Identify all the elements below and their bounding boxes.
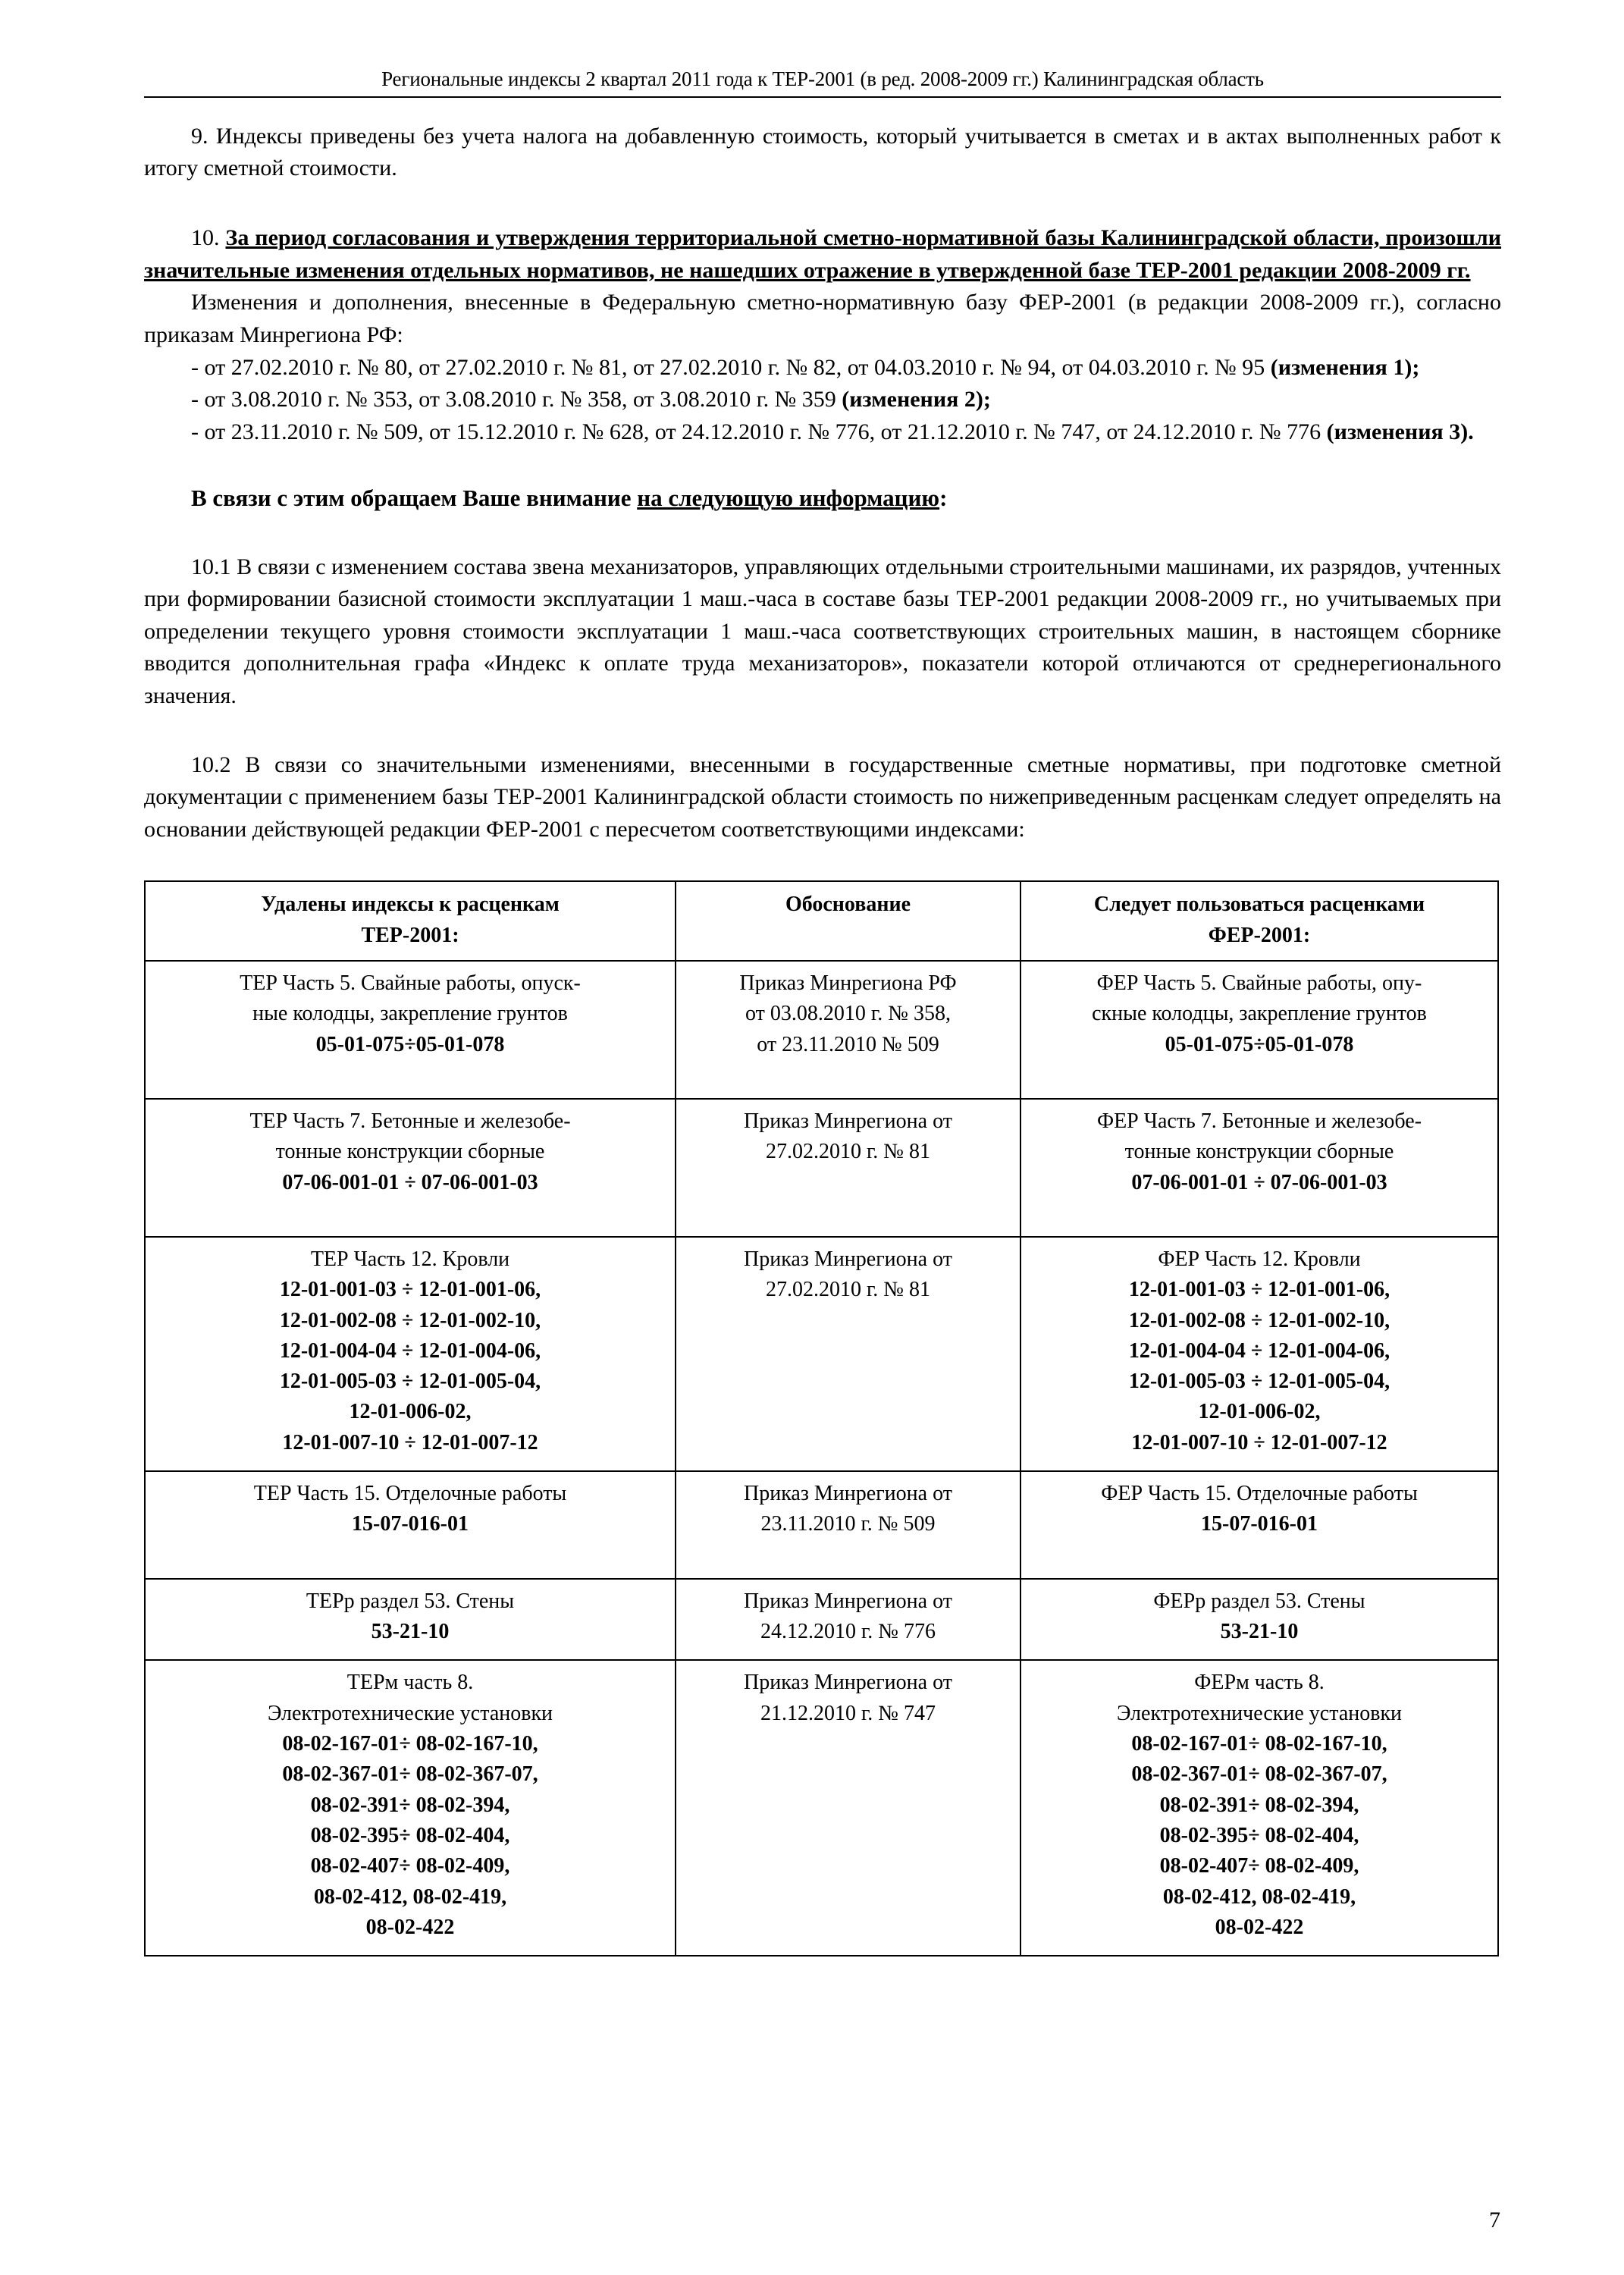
cell-removed-codes-code: 12-01-004-04 ÷ 12-01-004-06,: [279, 1338, 541, 1363]
cell-use-codes-code: 12-01-005-03 ÷ 12-01-005-04,: [1128, 1370, 1390, 1394]
cell-use-codes-code: 12-01-007-10 ÷ 12-01-007-12: [1131, 1430, 1387, 1454]
running-header: Региональные индексы 2 квартал 2011 года к ТЕР-2001 (в ред. 2008-2009 гг.) Калининградская область: [144, 67, 1501, 98]
cell-removed-codes-code: 08-02-391÷ 08-02-394,: [310, 1793, 510, 1817]
cell-removed-codes-line: тонные конструкции сборные: [275, 1140, 545, 1164]
table-row: [145, 1579, 1498, 1661]
cell-use-codes-code: 08-02-422: [1215, 1915, 1304, 1939]
cell-removed-codes-code: 12-01-006-02,: [349, 1400, 472, 1424]
cell-use-codes-code: 08-02-412, 08-02-419,: [1162, 1884, 1356, 1909]
cell-basis-line: Приказ Минрегиона от: [744, 1671, 952, 1695]
decree-list-item-3-tail: (изменения 3).: [1326, 419, 1474, 444]
table-row: [145, 961, 1498, 1099]
cell-removed-codes-line: ТЕРм часть 8.: [346, 1671, 474, 1695]
cell-use-codes: [1020, 1099, 1498, 1237]
cell-removed-codes: [145, 1660, 676, 1956]
cell-removed-codes: [145, 1471, 676, 1579]
cell-use-codes: [1020, 1660, 1498, 1956]
table-row: [145, 1471, 1498, 1579]
cell-use-codes-line: ФЕР Часть 15. Отделочные работы: [1101, 1482, 1418, 1506]
attention-heading-underlined: на следующую информацию: [637, 485, 940, 512]
attention-heading-plain: В связи с этим обращаем Ваше внимание: [191, 485, 638, 512]
cell-use-codes-code: 12-01-002-08 ÷ 12-01-002-10,: [1128, 1308, 1390, 1332]
cell-removed-codes-code: 12-01-002-08 ÷ 12-01-002-10,: [279, 1308, 541, 1332]
column-header-basis-line1: Обоснование: [785, 893, 911, 917]
cell-use-codes: [1020, 1579, 1498, 1661]
table-header-row: [145, 881, 1498, 961]
paragraph-10-underlined: За период согласования и утверждения территориальной сметно-нормативной базы Калининградской области, произошли значительные изменения отдельных нормативов, не нашедших отражение в утвержденной базе ТЕР-2001 редакции 2008-2009 гг.: [144, 224, 1502, 284]
paragraph-10-2: 10.2 В связи со значительными изменениями, внесенными в государственные сметные нормативы, при подготовке сметной документации с применением базы ТЕР-2001 Калининградской области стоимость по нижеприведенным расценкам следует определять на основании действующей редакции ФЕР-2001 с пересчетом соответствующими индексами:: [144, 752, 1501, 842]
cell-removed-codes-code: 53-21-10: [371, 1620, 450, 1644]
page-content: [144, 67, 1501, 1956]
column-header-use-line1: Следует пользоваться расценками: [1093, 893, 1425, 917]
cell-removed-codes-code: 12-01-005-03 ÷ 12-01-005-04,: [279, 1370, 541, 1394]
cell-removed-codes-code: 07-06-001-01 ÷ 07-06-001-03: [282, 1170, 538, 1194]
decree-list-item-2-tail: (изменения 2);: [842, 387, 991, 413]
cell-use-codes: [1020, 1471, 1498, 1579]
decree-list-item-1-tail: (изменения 1);: [1270, 354, 1420, 380]
cell-basis-line: Приказ Минрегиона от: [744, 1247, 952, 1271]
cell-use-codes-line: ФЕР Часть 7. Бетонные и железобе-: [1096, 1109, 1422, 1133]
cell-basis-line: 27.02.2010 г. № 81: [765, 1278, 931, 1302]
decree-list-item-1-text: - от 27.02.2010 г. № 80, от 27.02.2010 г. № 81, от 27.02.2010 г. № 82, от 04.03.2010 г. № 94, от 04.03.2010 г. № 95: [191, 354, 1271, 380]
cell-use-codes: [1020, 1237, 1498, 1471]
cell-basis: [676, 961, 1020, 1099]
decree-list-item-3: [144, 416, 1501, 449]
cell-use-codes-code: 08-02-407÷ 08-02-409,: [1159, 1854, 1359, 1878]
cell-spacer: [153, 1198, 667, 1224]
cell-basis-line: 27.02.2010 г. № 81: [765, 1140, 931, 1164]
cell-basis: [676, 1660, 1020, 1956]
cell-use-codes: [1020, 961, 1498, 1099]
cell-use-codes-code: 12-01-006-02,: [1198, 1400, 1321, 1424]
cell-removed-codes-line: ТЕР Часть 5. Свайные работы, опуск-: [240, 971, 581, 996]
cell-removed-codes-line: ТЕР Часть 15. Отделочные работы: [253, 1482, 567, 1506]
column-header-removed: [145, 881, 676, 961]
cell-removed-codes: [145, 1099, 676, 1237]
cell-use-codes-code: 08-02-167-01÷ 08-02-167-10,: [1131, 1731, 1387, 1756]
column-header-removed-line2: ТЕР-2001:: [361, 923, 459, 947]
cell-removed-codes-code: 15-07-016-01: [352, 1512, 469, 1536]
paragraph-10-1: 10.1 В связи с изменением состава звена механизаторов, управляющих отдельными строительными машинами, их разрядов, учтенных при формировании базисной стоимости эксплуатации 1 маш.-часа в составе базы ТЕР-2001 редакции 2008-2009 гг., но учитываемых при определении текущего уровня стоимости эксплуатации 1 маш.-часа соответствующих строительных машин, в настоящем сборнике вводится дополнительная графа «Индекс к оплате труда механизаторов», показатели которой отличаются от среднерегионального значения.: [144, 554, 1501, 709]
cell-basis-line: 21.12.2010 г. № 747: [760, 1701, 936, 1725]
paragraph-10-number: 10.: [191, 224, 220, 250]
paragraph-9: 9. Индексы приведены без учета налога на добавленную стоимость, который учитывается в сметах и в актах выполненных работ к итогу сметной стоимости.: [144, 123, 1501, 181]
cell-basis: [676, 1579, 1020, 1661]
column-header-use-line2: ФЕР-2001:: [1208, 923, 1311, 947]
cell-removed-codes-line: ТЕР Часть 12. Кровли: [310, 1247, 510, 1271]
cell-removed-codes-code: 08-02-422: [365, 1915, 455, 1939]
cell-use-codes-code: 53-21-10: [1220, 1620, 1299, 1644]
table-body: [145, 961, 1498, 1956]
cell-removed-codes-line: Электротехнические установки: [267, 1701, 553, 1725]
cell-removed-codes-code: 08-02-167-01÷ 08-02-167-10,: [282, 1731, 538, 1756]
cell-removed-codes-code: 08-02-395÷ 08-02-404,: [310, 1823, 510, 1847]
cell-use-codes-code: 15-07-016-01: [1201, 1512, 1318, 1536]
cell-removed-codes: [145, 961, 676, 1099]
cell-removed-codes-code: 08-02-412, 08-02-419,: [313, 1884, 507, 1909]
cell-removed-codes-code: 12-01-001-03 ÷ 12-01-001-06,: [279, 1278, 541, 1302]
cell-spacer: [153, 1060, 667, 1086]
cell-removed-codes-code: 08-02-367-01÷ 08-02-367-07,: [282, 1762, 538, 1787]
attention-heading: [144, 482, 1501, 514]
cell-basis-line: Приказ Минрегиона от: [744, 1482, 952, 1506]
cell-use-codes-code: 08-02-367-01÷ 08-02-367-07,: [1131, 1762, 1387, 1787]
cell-removed-codes-line: ТЕР Часть 7. Бетонные и железобе-: [249, 1109, 571, 1133]
cell-removed-codes-line: ТЕРр раздел 53. Стены: [306, 1589, 515, 1613]
decree-list-item-2: [144, 384, 1501, 416]
page-number: 7: [1489, 2208, 1500, 2233]
column-header-removed-line1: Удалены индексы к расценкам: [261, 893, 560, 917]
cell-basis-line: 24.12.2010 г. № 776: [760, 1620, 936, 1644]
cell-use-codes-line: тонные конструкции сборные: [1124, 1140, 1394, 1164]
cell-removed-codes-code: 05-01-075÷05-01-078: [315, 1032, 505, 1056]
decree-list-item-2-text: - от 3.08.2010 г. № 353, от 3.08.2010 г. № 358, от 3.08.2010 г. № 359: [191, 387, 842, 413]
cell-use-codes-line: скные колодцы, закрепление грунтов: [1092, 1002, 1427, 1026]
decree-list-item-1: [144, 352, 1501, 384]
cell-basis-line: Приказ Минрегиона от: [744, 1589, 952, 1613]
cell-removed-codes: [145, 1237, 676, 1471]
paragraph-10: [144, 221, 1501, 287]
cell-removed-codes: [145, 1579, 676, 1661]
cell-basis: [676, 1099, 1020, 1237]
cell-removed-codes-line: ные колодцы, закрепление грунтов: [252, 1002, 568, 1026]
cell-spacer: [153, 1540, 667, 1566]
attention-heading-colon: :: [939, 485, 948, 512]
cell-basis-line: 23.11.2010 г. № 509: [760, 1512, 936, 1536]
cell-use-codes-code: 12-01-001-03 ÷ 12-01-001-06,: [1128, 1278, 1390, 1302]
replacement-table: [144, 880, 1499, 1956]
cell-use-codes-code: 05-01-075÷05-01-078: [1165, 1032, 1354, 1056]
paragraph-10-rest: Изменения и дополнения, внесенные в Федеральную сметно-нормативную базу ФЕР-2001 (в редакции 2008-2009 гг.), согласно приказам Минрегиона РФ:: [144, 290, 1501, 347]
cell-use-codes-code: 07-06-001-01 ÷ 07-06-001-03: [1131, 1170, 1387, 1194]
cell-removed-codes-code: 12-01-007-10 ÷ 12-01-007-12: [282, 1430, 538, 1454]
cell-use-codes-code: 08-02-395÷ 08-02-404,: [1159, 1823, 1359, 1847]
column-header-use: [1020, 881, 1498, 961]
table-row: [145, 1237, 1498, 1471]
cell-use-codes-line: ФЕР Часть 12. Кровли: [1158, 1247, 1361, 1271]
cell-basis-line: от 23.11.2010 № 509: [757, 1032, 939, 1056]
cell-use-codes-line: ФЕРм часть 8.: [1194, 1671, 1325, 1695]
column-header-basis: [676, 881, 1020, 961]
cell-use-codes-code: 12-01-004-04 ÷ 12-01-004-06,: [1128, 1338, 1390, 1363]
table-row: [145, 1099, 1498, 1237]
cell-basis-line: от 03.08.2010 г. № 358,: [745, 1002, 951, 1026]
cell-basis: [676, 1471, 1020, 1579]
cell-use-codes-line: Электротехнические установки: [1116, 1701, 1403, 1725]
cell-basis: [676, 1237, 1020, 1471]
cell-use-codes-line: ФЕРр раздел 53. Стены: [1153, 1589, 1365, 1613]
cell-use-codes-line: ФЕР Часть 5. Свайные работы, опу-: [1096, 971, 1422, 996]
cell-basis-line: Приказ Минрегиона от: [744, 1109, 952, 1133]
table-row: [145, 1660, 1498, 1956]
cell-basis-line: Приказ Минрегиона РФ: [739, 971, 957, 996]
cell-use-codes-code: 08-02-391÷ 08-02-394,: [1159, 1793, 1359, 1817]
cell-removed-codes-code: 08-02-407÷ 08-02-409,: [310, 1854, 510, 1878]
decree-list-item-3-text: - от 23.11.2010 г. № 509, от 15.12.2010 г. № 628, от 24.12.2010 г. № 776, от 21.12.2010 г. № 747, от 24.12.2010 г. № 776: [191, 419, 1327, 444]
